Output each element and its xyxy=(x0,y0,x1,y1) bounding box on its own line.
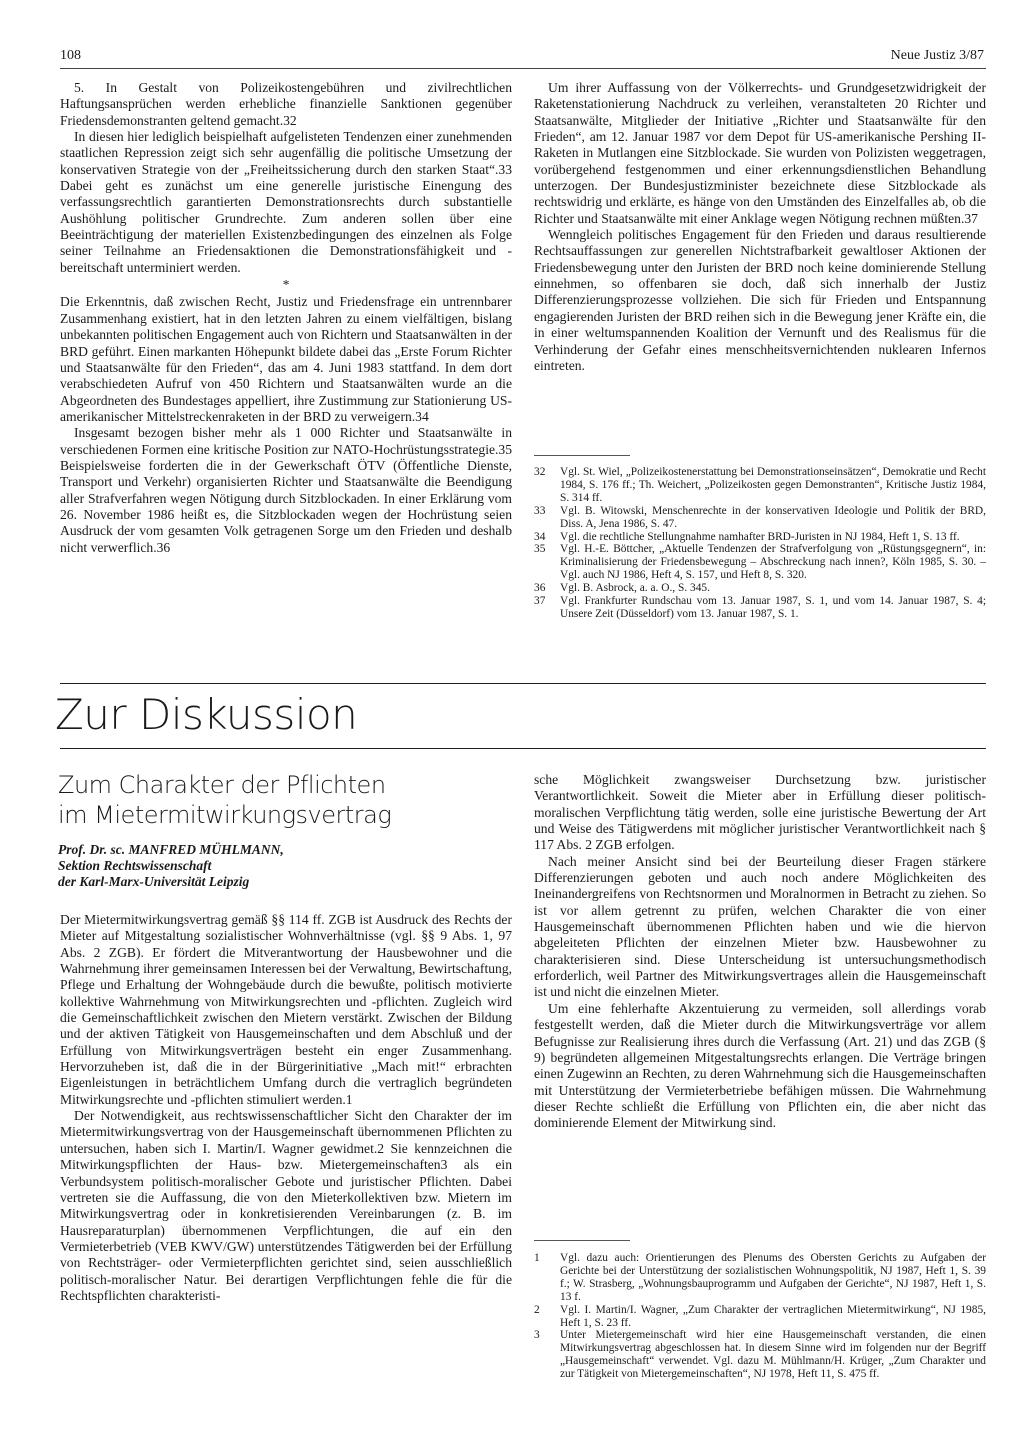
page-number: 108 xyxy=(60,48,81,63)
footnote xyxy=(534,1252,986,1304)
top-left-column xyxy=(60,80,512,556)
paragraph: sche Möglichkeit zwangsweiser Durchsetzung bzw. juristischer Verantwortlichkeit. Soweit die Mieter aber in Erfüllung dieser politisch-moralischen Verpflichtung tätig werden, solle eine juristische Bewertung der Art und Weise des Tätigwerdens mit möglicher juristischer Verantwortlichkeit nach § 117 Abs. 2 ZGB erfolgen. xyxy=(534,772,986,853)
footnote-number: 35 xyxy=(534,543,546,556)
footnote-number: 37 xyxy=(534,595,546,608)
article-title-line: Zum Charakter der Pflichten xyxy=(58,771,386,799)
paragraph: Wenngleich politisches Engagement für den Frieden und daraus resultierende Rechtsauffassungen zur generellen Nichtstrafbarkeit gewaltloser Aktionen der Friedensbewegung unter den Juristen der BRD noch keine dominierende Stellung einnehmen, so offenbaren sie doch, daß sich innerhalb der Justiz Differenzierungsprozesse vollziehen. Die sich für Frieden und Entspannung engagierenden Juristen der BRD reihen sich in die Bewegung jener Kräfte ein, die in einer weltumspannenden Koalition der Vernunft und des Realismus für die Verhinderung der Gefahr eines menschheitsvernichtenden nuklearen Infernos eintreten. xyxy=(534,227,986,373)
footnote-number: 36 xyxy=(534,582,546,595)
footnote xyxy=(534,531,986,544)
footnote-rule xyxy=(534,1240,630,1241)
footnote-number: 33 xyxy=(534,504,546,517)
article-left-column xyxy=(60,912,512,1304)
footnote-text: Vgl. Frankfurter Rundschau vom 13. Januar 1987, S. 1, und vom 14. Januar 1987, S. 4; Unsere Zeit (Düsseldorf) vom 13. Januar 1987, S. 1. xyxy=(560,595,986,620)
section-title: Zur Diskussion xyxy=(55,690,358,739)
footnote-text: Vgl. die rechtliche Stellungnahme namhafter BRD-Juristen in NJ 1984, Heft 1, S. 13 ff. xyxy=(560,530,960,543)
article-footnotes xyxy=(534,1252,986,1381)
paragraph: Der Mietermitwirkungsvertrag gemäß §§ 114 ff. ZGB ist Ausdruck des Rechts der Mieter auf Mitgestaltung sozialistischer Wohnverhältnisse (vgl. §§ 9 Abs. 1, 97 Abs. 2 ZGB). Er fördert die Mitverantwortung der Hausbewohner und die Wahrnehmung ihrer gemeinsamen Interessen bei der Verwaltung, Bewirtschaftung, Pflege und Erhaltung der Wohngebäude durch die bewußte, politisch motivierte kollektive Wahrnehmung von Mitwirkungsrechten und -pflichten. Zugleich wird die Gemeinschaftlichkeit zwischen den Mietern verstärkt. Zwischen der Bildung und der aktiven Tätigkeit von Hausgemeinschaften und dem Abschluß und der Erfüllung von Mitwirkungsverträgen besteht ein enger Zusammenhang. Hervorzuheben ist, daß die in der Bürgerinitiative „Mach mit!“ erbrachten Eigenleistungen in beträchtlichem Umfang durch die vertraglich begründeten Mitwirkungsrechte und -pflichten stimuliert werden.1 xyxy=(60,912,513,1107)
footnote-number: 32 xyxy=(534,466,546,478)
article-author xyxy=(58,842,284,890)
footnote-number: 34 xyxy=(534,530,546,543)
paragraph: Um eine fehlerhafte Akzentuierung zu vermeiden, soll allerdings vorab festgestellt werden, daß die Mieter durch die Mitwirkungsverträge vor allem Befugnisse zur Realisierung ihres durch die Verfassung (Art. 21) und das ZGB (§ 9) begründeten allgemeinen Mitgestaltungsrechts erlangen. Die Verträge bringen einen Zugewinn an Rechten, zu deren Wahrnehmung sich die Hausgemeinschaften mit Unterstützung der Vermieterbetriebe befähigen müssen. Die Wahrnehmung dieser Rechte schließt die Erfüllung von Pflichten ein, die aber nicht das dominierende Element der Mitwirkung sind. xyxy=(534,1000,986,1131)
footnote-text: Vgl. B. Asbrock, a. a. O., S. 345. xyxy=(560,582,710,595)
section-rule-bottom xyxy=(60,748,986,749)
author-department: Sektion Rechtswissenschaft xyxy=(58,858,212,873)
footnote-text: Vgl. I. Martin/I. Wagner, „Zum Charakter der vertraglichen Mietermitwirkung“, NJ 1985, Heft 1, S. 23 ff. xyxy=(560,1303,986,1329)
footnote xyxy=(534,1304,986,1330)
top-right-column xyxy=(534,80,986,374)
paragraph: Um ihrer Auffassung von der Völkerrechts- und Grundgesetzwidrigkeit der Raketenstationierung Nachdruck zu verleihen, veranstalteten 20 Richter und Staatsanwälte, Mitglieder der Initiative „Richter und Staatsanwälte für den Frieden“, am 12. Januar 1987 vor dem Depot für US-amerikanische Pershing II-Raketen in Mutlangen eine Sitzblockade. Sie wurden von Polizisten weggetragen, vorübergehend festgenommen und einer erkennungsdienstlichen Behandlung unterzogen. Der Bundesjustizminister bezeichnete diese Sitzblockade als rechtswidrig und erklärte, es hänge von den Umständen des Einzelfalles ab, ob die Richter und Staatsanwälte mit einer Anklage wegen Nötigung rechnen müßten.37 xyxy=(534,80,986,226)
footnote xyxy=(534,595,986,621)
footnote xyxy=(534,543,986,582)
author-university: der Karl-Marx-Universität Leipzig xyxy=(58,874,250,889)
footnote-number: 2 xyxy=(534,1303,540,1316)
paragraph: Die Erkenntnis, daß zwischen Recht, Justiz und Friedensfrage ein untrennbarer Zusammenhang existiert, hat in den letzten Jahren zu einem vielfältigen, bislang unbekannten politischen Engagement auch von Richtern und Staatsanwälten in der BRD geführt. Einen markanten Höhepunkt bildete dabei das „Erste Forum Richter und Staatsanwälte für den Frieden“, das am 4. Juni 1983 stattfand. In dem dort verabschiedeten Aufruf von 450 Richtern und Staatsanwälten wurde an die Abgeordneten des Bundestages appelliert, ihre Zustimmung zur Stationierung US-amerikanischer Mittelstreckenraketen in der BRD zu verweigern.34 xyxy=(60,294,512,424)
author-name: Prof. Dr. sc. MANFRED MÜHLMANN, xyxy=(58,842,284,857)
section-separator: * xyxy=(282,277,290,293)
section-rule-top xyxy=(60,683,986,684)
footnote xyxy=(534,1329,986,1381)
footnote xyxy=(534,582,986,595)
footnote-text: Vgl. B. Witowski, Menschenrechte in der konservativen Ideologie und Politik der BRD, Diss. A, Jena 1986, S. 47. xyxy=(560,504,986,530)
paragraph: Der Notwendigkeit, aus rechtswissenschaftlicher Sicht den Charakter der im Mietermitwirkungsvertrag von der Hausgemeinschaft übernommenen Pflichten zu untersuchen, haben sich I. Martin/I. Wagner gewidmet.2 Sie kennzeichnen die Mitwirkungspflichten der Haus- bzw. Mietergemeinschaften3 als ein Verbundsystem politisch-moralischer Gebote und juristischer Pflichten. Dabei vertreten sie die Auffassung, die von den Mieterkollektiven bzw. Mietern im Mitwirkungsvertrag oder in konkretisierenden Vereinbarungen (z. B. im Hausreparaturplan) übernommenen Verpflichtungen, die auf ein den Vermieterbetrieb (VEB KWV/GW) unterstützendes Tätigwerden bei der Erfüllung von Rechtsträger- oder Vermieterpflichten gerichtet sind, seien ausschließlich politisch-moralischer Natur. Bei derartigen Verpflichtungen fehle die für die Rechtspflichten charakteristi- xyxy=(60,1108,512,1303)
article-title xyxy=(58,770,391,830)
footnote-rule xyxy=(534,455,630,456)
paragraph: In diesen hier lediglich beispielhaft aufgelisteten Tendenzen einer zunehmenden staatlichen Repression zeigt sich sehr augenfällig die politische Umsetzung der konservativen Strategie von der „Freiheitssicherung durch den starken Staat“.33 Dabei geht es zunächst um eine generelle juristische Einengung des verfassungsrechtlich garantierten Demonstrationsrechts durch substantielle Aushöhlung politischer Grundrechte. Zum anderen sollen über eine Beeinträchtigung der materiellen Existenzbedingungen des einzelnen als Folge seiner Teilnahme an Friedensaktionen die Demonstrationsfähigkeit und -bereitschaft unterminiert werden. xyxy=(60,129,512,275)
header-rule xyxy=(60,68,986,69)
top-footnotes xyxy=(534,466,986,621)
paragraph: 5. In Gestalt von Polizeikostengebühren und zivilrechtlichen Haftungsansprüchen werden erhebliche finanzielle Sanktionen gegenüber Friedensdemonstranten geltend gemacht.32 xyxy=(60,80,512,128)
journal-issue: Neue Justiz 3/87 xyxy=(890,48,984,63)
footnote-number: 3 xyxy=(534,1329,540,1342)
article-title-line: im Mietermitwirkungsvertrag xyxy=(58,801,392,829)
footnote-text: Vgl. dazu auch: Orientierungen des Plenums des Obersten Gerichts zu Aufgaben der Gerichte bei der Unterstützung der sozialistischen Wohnungspolitik, NJ 1987, Heft 1, S. 39 f.; W. Strasberg, „Wohnungsbauprogramm und Aufgaben der Gerichte“, NJ 1987, Heft 1, S. 13 f. xyxy=(560,1252,986,1303)
article-right-column xyxy=(534,772,986,1132)
paragraph: Insgesamt bezogen bisher mehr als 1 000 Richter und Staatsanwälte in verschiedenen Formen eine kritische Position zur NATO-Hochrüstungsstrategie.35 Beispielsweise forderten die in der Gewerkschaft ÖTV (Öffentliche Dienste, Transport und Verkehr) organisierten Richter und Staatsanwälte die Beendigung aller Strafverfahren wegen Nötigung durch Sitzblockaden. In einer Erklärung vom 26. November 1986 heißt es, die Sitzblockaden wegen der Hochrüstung seien Ausdruck der vom gesamten Volk getragenen Sorge um den Frieden und deshalb nicht verwerflich.36 xyxy=(60,425,512,555)
paragraph: Nach meiner Ansicht sind bei der Beurteilung dieser Fragen stärkere Differenzierungen geboten und auch noch andere Möglichkeiten des Ineinandergreifens von Rechtsnormen und Moralnormen in Betracht zu ziehen. So ist vor allem getrennt zu prüfen, welchen Charakter die von einer Hausgemeinschaft übernommenen Pflichten haben und wie die hiervon abgeleiteten Pflichten der einzelnen Mieter bzw. Hausbewohner zu charakterisieren sind. Diese Unterscheidung ist untersuchungsmethodisch erforderlich, weil Partner des Mitwirkungsvertrages allein die Hausgemeinschaft ist und nicht die einzelnen Mieter. xyxy=(534,853,986,1000)
footnote-number: 1 xyxy=(534,1252,540,1264)
footnote-text: Vgl. H.-E. Böttcher, „Aktuelle Tendenzen der Strafverfolgung von „Rüstungsgegnern“, in: Kriminalisierung der Friedensbewegung – Abschreckung nach innen?, Köln 1985, S. 30. – Vgl. auch NJ 1986, Heft 4, S. 157, und Heft 8, S. 320. xyxy=(560,543,986,582)
footnote-text: Vgl. St. Wiel, „Polizeikostenerstattung bei Demonstrationseinsätzen“, Demokratie und Recht 1984, S. 176 ff.; Th. Weichert, „Polizeikosten gegen Demonstranten“, Kritische Justiz 1984, S. 314 ff. xyxy=(560,466,986,504)
footnote xyxy=(534,505,986,531)
footnote-text: Unter Mietergemeinschaft wird hier eine Hausgemeinschaft verstanden, die einen Mitwirkungsvertrag abgeschlossen hat. In diesem Sinne wird im folgenden nur der Begriff „Hausgemeinschaft“ verwendet. Vgl. dazu M. Mühlmann/H. Krüger, „Zum Charakter und zur Tätigkeit von Mietergemeinschaften“, NJ 1978, Heft 11, S. 475 ff. xyxy=(560,1329,986,1381)
footnote xyxy=(534,466,986,505)
